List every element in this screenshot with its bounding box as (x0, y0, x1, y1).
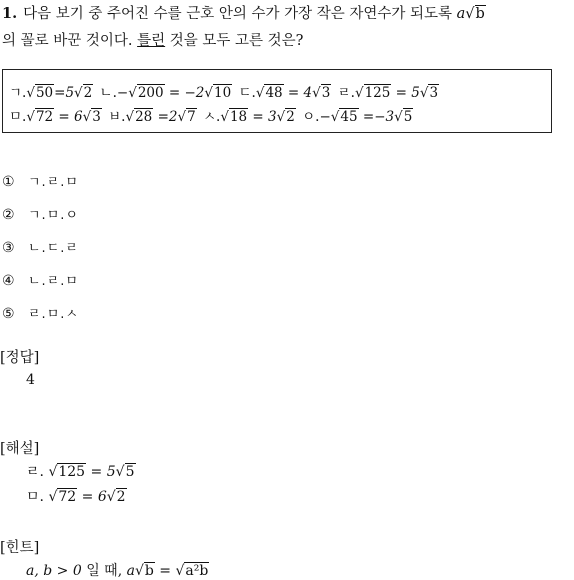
radical-sign: √ (125, 109, 135, 125)
lhs-radical (355, 85, 391, 101)
question-text-2a: 의 꼴로 바꾼 것이다. (2, 33, 138, 49)
statement-item (302, 109, 413, 125)
statements-box (2, 69, 552, 133)
radical-sign: √ (330, 109, 340, 125)
statement-expression (355, 85, 439, 101)
equals: = (391, 85, 412, 101)
radicand: 125 (364, 85, 391, 101)
statement-label: ㄴ. (99, 85, 117, 101)
hint-word: 일 때, (81, 563, 127, 579)
statement-expression (220, 109, 296, 125)
lhs-radical (256, 85, 284, 101)
statement-label: ㄱ. (9, 85, 27, 101)
radicand: 28 (135, 109, 153, 125)
radical-sign: √ (26, 85, 35, 101)
lhs-radical (48, 464, 86, 480)
radical-sign: √ (74, 85, 83, 101)
rhs-radical (74, 85, 93, 101)
rhs-radical (277, 109, 296, 125)
hint-body (26, 560, 209, 580)
radical-sign: √ (115, 464, 125, 480)
radical-sign: √ (128, 85, 137, 101)
radicand: 3 (92, 109, 101, 125)
choice-item (2, 270, 79, 289)
lhs-radical (331, 109, 359, 125)
explanation-expression (48, 464, 135, 480)
radicand: 2 (116, 489, 126, 505)
choice-item (2, 171, 79, 190)
radical-sign: √ (312, 85, 321, 101)
radical-sign: √ (48, 464, 58, 480)
form-expression: a√b (456, 6, 485, 22)
question-text-1: 다음 보기 중 주어진 수를 근호 안의 수가 가장 작은 자연수가 되도록 (23, 6, 457, 22)
statement-item (100, 85, 233, 101)
statement-expression (256, 85, 332, 101)
radical-sign: √ (276, 109, 286, 125)
radicand: 125 (58, 464, 86, 480)
equals: = (248, 109, 269, 125)
rhs-radical (394, 109, 413, 125)
rhs-coef: 5 (411, 85, 420, 101)
statement-item (203, 109, 296, 125)
radical-sign: √ (106, 489, 116, 505)
lhs-radical (48, 489, 77, 505)
radicand: 10 (214, 85, 232, 101)
radicand: 200 (137, 85, 164, 101)
statements-row-2 (9, 105, 415, 125)
choice-marker: ① (2, 174, 15, 190)
question-text-2b: 것을 모두 고른 것은? (165, 33, 304, 49)
lhs-sign: − (319, 109, 331, 125)
choice-marker: ④ (2, 273, 15, 289)
question-line-2 (2, 29, 303, 50)
statement-expression (26, 109, 102, 125)
choice-text: ㄱ.ㅁ.ㅇ (28, 208, 79, 223)
radical-sign: √ (354, 85, 364, 101)
equals: = (77, 489, 98, 505)
statement-expression (125, 109, 196, 125)
radical-sign: √ (82, 109, 92, 125)
statement-expression (319, 109, 413, 125)
statement-item (338, 85, 439, 101)
explanation-label: ㄹ. (26, 464, 49, 480)
radicand: 18 (229, 109, 248, 125)
choice-text: ㄴ.ㄹ.ㅁ (28, 274, 79, 289)
radical-sign: √ (204, 85, 214, 101)
statement-label: ㅂ. (108, 109, 126, 125)
choice-text: ㄹ.ㅁ.ㅅ (28, 307, 79, 322)
statement-label: ㅁ. (9, 109, 27, 125)
rhs-coef: 3 (268, 109, 277, 125)
rhs-coef: 6 (97, 489, 107, 505)
lhs-sign: − (116, 85, 129, 101)
radical-sign: √ (26, 109, 35, 125)
explanation-line (26, 486, 127, 506)
radical-sign: √ (255, 85, 265, 101)
question-number: 1. (2, 5, 18, 22)
radicand: 3 (429, 85, 439, 101)
radicand: 2 (286, 109, 295, 125)
radical-sign: √ (48, 489, 58, 505)
statement-expression (117, 85, 232, 101)
question-line-1 (2, 2, 486, 23)
rhs-radical (177, 109, 196, 125)
equals: = (54, 85, 66, 101)
equals: = (283, 85, 304, 101)
rhs-coef: 4 (303, 85, 313, 101)
rhs-coef: −2 (184, 85, 205, 101)
statement-label: ㅅ. (202, 109, 221, 125)
statement-label: ㄹ. (337, 85, 355, 101)
radical-sign: √ (419, 85, 429, 101)
rhs-radical (312, 85, 331, 101)
hint-condition: a, b > 0 (26, 563, 82, 579)
rhs-radical (83, 109, 102, 125)
radicand: 72 (35, 109, 54, 125)
rhs-coef: 5 (106, 464, 116, 480)
hint-lhs: a√b (126, 563, 154, 579)
radical-sign: √ (394, 109, 403, 125)
radicand: 7 (187, 109, 196, 125)
radicand: 5 (125, 464, 135, 480)
choice-text: ㄴ.ㄷ.ㄹ (28, 241, 79, 256)
hint-rhs: √a²b (175, 563, 209, 579)
lhs-radical (220, 109, 248, 125)
rhs-coef: −3 (374, 109, 395, 125)
answer-value: 4 (26, 372, 35, 388)
radicand: 48 (265, 85, 283, 101)
lhs-radical (26, 109, 54, 125)
rhs-radical (420, 85, 439, 101)
statement-expression (26, 85, 93, 101)
choice-marker: ③ (2, 240, 15, 256)
radicand: 3 (321, 85, 331, 101)
statement-item (108, 109, 197, 125)
equals: = (86, 464, 107, 480)
statements-row-1 (9, 81, 441, 101)
radicand: 50 (35, 85, 54, 101)
explanation-expression (48, 489, 126, 505)
choice-item (2, 237, 79, 256)
statement-label: ㄷ. (238, 85, 256, 101)
radicand: 2 (83, 85, 93, 101)
equals: = (153, 109, 169, 125)
lhs-radical (125, 109, 153, 125)
hint-eq: = (154, 563, 176, 579)
choice-text: ㄱ.ㄹ.ㅁ (28, 175, 79, 190)
rhs-radical (107, 489, 127, 505)
radical-sign: √ (177, 109, 187, 125)
radicand: 45 (340, 109, 358, 125)
underlined-word: 틀린 (137, 33, 166, 49)
radical-sign: √ (220, 109, 229, 125)
rhs-coef: 2 (168, 109, 178, 125)
choice-marker: ⑤ (2, 306, 15, 322)
equals: = (358, 109, 375, 125)
hint-heading: [힌트] (0, 540, 40, 556)
equals: = (54, 109, 75, 125)
explanation-label: ㅁ. (26, 489, 49, 505)
radicand: 5 (403, 109, 413, 125)
rhs-radical (116, 464, 136, 480)
explanation-heading: [해설] (0, 441, 40, 457)
radicand: 72 (58, 489, 77, 505)
statement-item (239, 85, 332, 101)
statement-item (9, 109, 102, 125)
explanation-line (26, 461, 136, 481)
answer-heading: [정답] (0, 350, 40, 366)
choice-item (2, 204, 79, 223)
rhs-coef: 6 (74, 109, 83, 125)
lhs-radical (26, 85, 54, 101)
lhs-radical (128, 85, 164, 101)
rhs-coef: 5 (65, 85, 75, 101)
statement-item (9, 85, 93, 101)
choice-marker: ② (2, 207, 15, 223)
statement-label: ㅇ. (302, 109, 320, 125)
equals: = (164, 85, 185, 101)
choice-item (2, 303, 79, 322)
rhs-radical (204, 85, 232, 101)
